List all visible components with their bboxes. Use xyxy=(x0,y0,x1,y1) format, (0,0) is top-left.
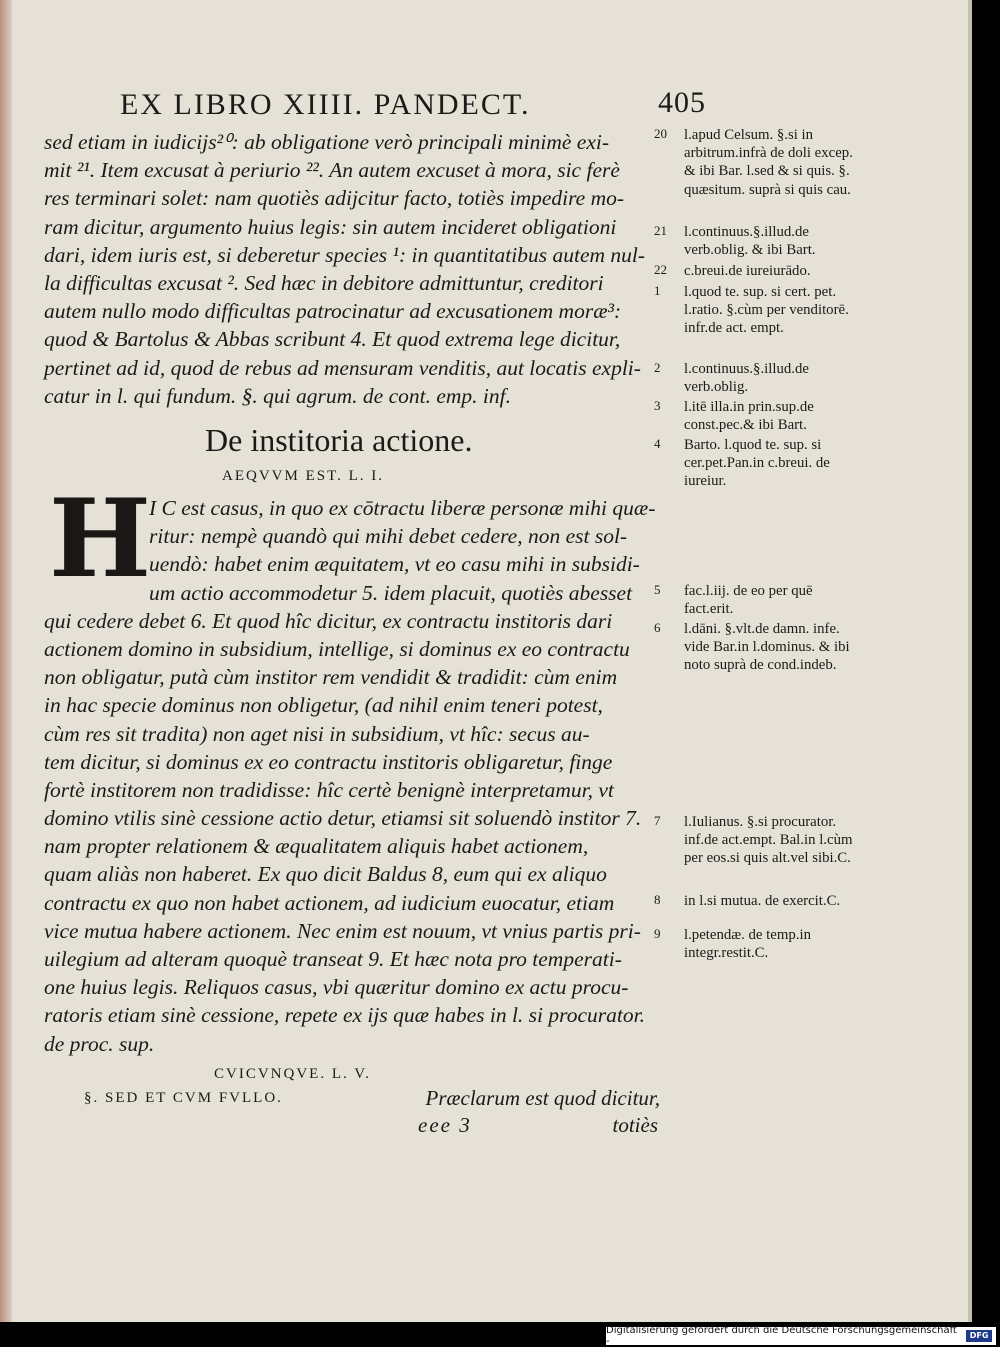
note-number: 8 xyxy=(654,892,661,907)
text-line: domino vtilis sinè cessione actio detur, etiamsi sit soluendò institor 7. xyxy=(44,806,642,831)
note-number: 1 xyxy=(654,283,661,298)
text-line: fortè institorem non tradidisse: hîc certè benignè interpretamur, vt xyxy=(44,777,614,802)
text-line: res terminari solet: nam quotiès adijcitur facto, totiès impedire mo- xyxy=(44,186,625,211)
note-number: 4 xyxy=(654,436,661,451)
section-italic: Præclarum est quod dicitur, xyxy=(425,1086,660,1110)
text-line: la difficultas excusat ². Sed hæc in debitore admittuntur, creditori xyxy=(44,270,604,295)
section-line xyxy=(84,1086,660,1111)
text-line: quod & Bartolus & Abbas scribunt 4. Et quod extrema lege dicitur, xyxy=(44,327,621,352)
note-text: l.continuus.§.illud.de verb.oblig. xyxy=(684,361,809,396)
text-line: um actio accommodetur 5. idem placuit, quotiès abesset xyxy=(149,580,633,605)
note-number: 22 xyxy=(654,262,667,277)
text-line: in hac specie dominus non obligetur, (ad nihil enim teneri potest, xyxy=(44,693,603,718)
note-number: 3 xyxy=(654,398,661,413)
credit-text: Digitalisierung gefördert durch die Deutsche Forschungsgemeinschaft - xyxy=(606,1325,957,1347)
note-text: l.dāni. §.vlt.de damn. infe. vide Bar.in l.dominus. & ibi noto suprà de cond.indeb. xyxy=(684,621,850,674)
text-line: pertinet ad id, quod de rebus ad mensuram venditis, aut locatis expli- xyxy=(44,355,641,380)
text-line: qui cedere debet 6. Et quod hîc dicitur, ex contractu institoris dari xyxy=(44,608,613,633)
text-line: quam aliàs non haberet. Ex quo dicit Baldus 8, eum qui ex aliquo xyxy=(44,862,607,887)
lemma-heading: CVICVNQVE. L. V. xyxy=(214,1066,371,1082)
note-text: Barto. l.quod te. sup. si cer.pet.Pan.in c.breui. de iureiur. xyxy=(684,437,830,490)
digitization-credit xyxy=(606,1327,996,1345)
lemma-heading: AEQVVM EST. L. I. xyxy=(222,468,385,484)
text-line: mit ²¹. Item excusat à periurio ²². An autem excuset à mora, sic ferè xyxy=(44,158,620,183)
text-line: one huius legis. Reliquos casus, vbi quæritur domino ex actu procu- xyxy=(44,975,629,1000)
note-text: l.petendæ. de temp.in integr.restit.C. xyxy=(684,927,811,962)
section-heading: De institoria actione. xyxy=(205,422,473,458)
note-text: fac.l.iij. de eo per quē fact.erit. xyxy=(684,583,813,618)
main-text-body xyxy=(44,494,660,1058)
text-line: non obligatur, putà cùm institor rem vendidit & tradidit: cùm enim xyxy=(44,665,618,690)
text-line: de proc. sup. xyxy=(44,1031,155,1056)
text-line: cùm res sit tradita) non aget nisi in subsidium, vt hîc: secus au- xyxy=(44,721,590,746)
text-line: dari, idem iuris est, si deberetur species ¹: in quantitatibus autem nul- xyxy=(44,242,646,267)
section-caps: §. SED ET CVM FVLLO. xyxy=(84,1090,283,1106)
page-number: 405 xyxy=(658,86,706,119)
note-text: l.itē illa.in prin.sup.de const.pec.& ibi Bart. xyxy=(684,399,814,434)
note-text: l.quod te. sup. si cert. pet. l.ratio. §.cùm per venditorē. infr.de act. empt. xyxy=(684,284,849,337)
text-line: contractu ex quo non habet actionem, ad iudicium euocatur, etiam xyxy=(44,890,615,915)
text-line: uendò: habet enim æquitatem, vt eo casu mihi in subsidi- xyxy=(149,552,640,577)
note-text: c.breui.de iureiurādo. xyxy=(684,263,811,279)
text-line: nam propter relationem & æqualitatem aliquis habet actionem, xyxy=(44,834,589,859)
initial-letter: H xyxy=(49,476,152,602)
note-number: 9 xyxy=(654,926,661,941)
note-number: 20 xyxy=(654,126,667,141)
note-text: in l.si mutua. de exercit.C. xyxy=(684,893,841,909)
note-number: 7 xyxy=(654,813,661,828)
note-number: 2 xyxy=(654,360,661,375)
text-line: actionem domino in subsidium, intellige, si dominus ex eo contractu xyxy=(44,636,630,661)
page-header xyxy=(120,88,710,130)
signature-mark: eee 3 xyxy=(418,1113,472,1137)
note-text: l.Iulianus. §.si procurator. inf.de act.empt. Bal.in l.cùm per eos.si quis alt.vel sibi.C. xyxy=(684,814,853,867)
text-line: ram dicitur, argumento huius legis: sin autem incideret obligationi xyxy=(44,214,617,239)
text-line: ratoris etiam sinè cessione, repete ex ijs quæ habes in l. si procurator. xyxy=(44,1003,645,1028)
text-line: autem nullo modo difficultas patrocinatur ad excusationem moræ³: xyxy=(44,299,622,324)
dfg-logo: DFG xyxy=(966,1330,992,1342)
text-line: sed etiam in iudicijs²⁰: ab obligatione verò principali minimè exi- xyxy=(44,130,610,154)
note-text: l.apud Celsum. §.si in arbitrum.infrà de doli excep. & ibi Bar. l.sed & si quis. §. quæsitum. suprà si quis cau. xyxy=(684,127,853,198)
page-edge xyxy=(0,0,12,1322)
catchword: totiès xyxy=(612,1113,658,1137)
main-text-top xyxy=(44,128,660,410)
running-title: EX LIBRO XIIII. PANDECT. xyxy=(120,88,531,121)
note-number: 5 xyxy=(654,582,661,597)
text-line: tem dicitur, si dominus ex eo contractu institoris obligaretur, finge xyxy=(44,749,613,774)
text-line: catur in l. qui fundum. §. qui agrum. de cont. emp. inf. xyxy=(44,383,511,408)
note-number: 6 xyxy=(654,620,661,635)
text-line: I C est casus, in quo ex cōtractu liberæ personæ mihi quæ- xyxy=(149,496,656,520)
text-line: ritur: nempè quandò qui mihi debet cedere, non est sol- xyxy=(149,524,628,549)
text-line: vice mutua habere actionem. Nec enim est nouum, vt vnius partis pri- xyxy=(44,918,641,943)
note-number: 21 xyxy=(654,223,667,238)
note-text: l.continuus.§.illud.de verb.oblig. & ibi Bart. xyxy=(684,224,816,259)
text-line: uilegium ad alteram quoquè transeat 9. Et hæc nota pro temperati- xyxy=(44,947,622,971)
